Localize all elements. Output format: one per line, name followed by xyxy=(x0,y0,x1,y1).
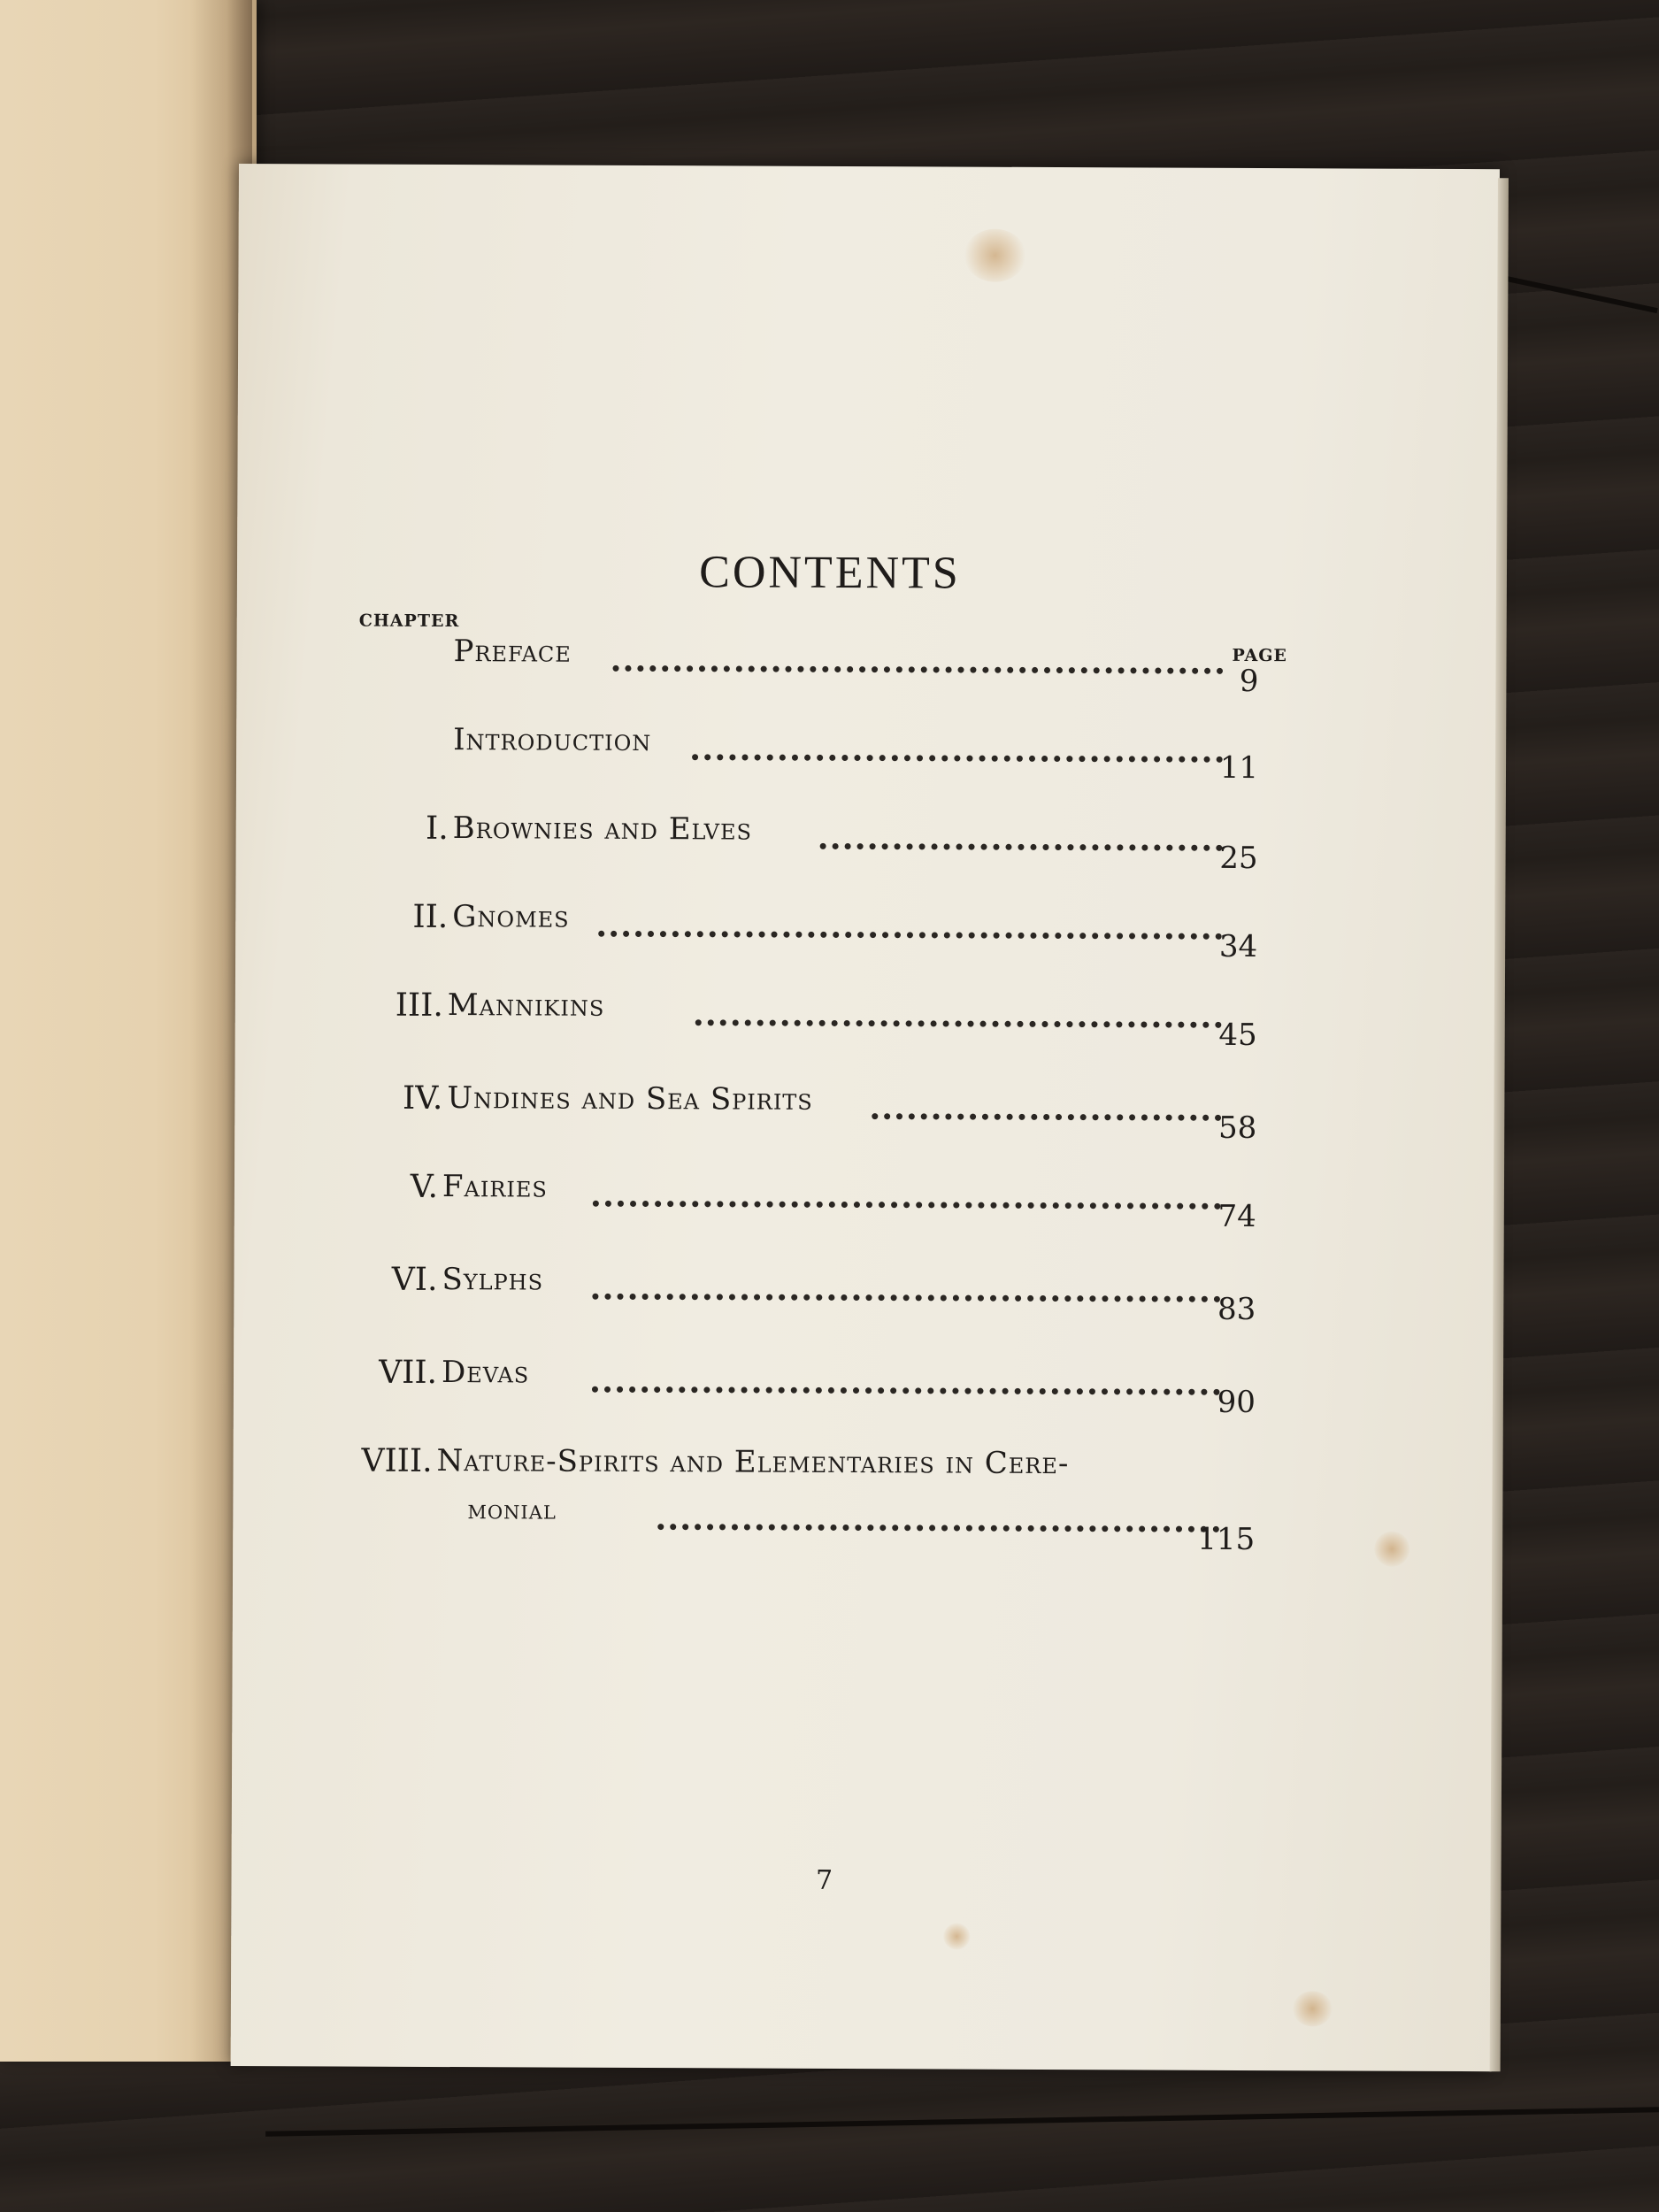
dot-leader xyxy=(592,1378,1220,1395)
plank-seam xyxy=(1505,276,1657,313)
toc-entry-chapter-5 xyxy=(234,1168,1473,1235)
entry-title: Brownies and Elves xyxy=(452,810,753,848)
chapter-column-label: CHAPTER xyxy=(358,611,460,632)
chapter-numeral: I. xyxy=(425,810,449,848)
dot-leader xyxy=(872,1104,1221,1121)
chapter-numeral: VI. xyxy=(391,1261,438,1298)
entry-title: Undines and Sea Spirits xyxy=(447,1080,813,1118)
dot-leader xyxy=(820,834,1223,851)
page-folio: 7 xyxy=(815,1864,833,1896)
toc-entry-preface xyxy=(236,633,1475,700)
dot-leader xyxy=(598,922,1222,940)
entry-title: Sylphs xyxy=(442,1262,544,1298)
entry-page: 11 xyxy=(1219,749,1259,787)
entry-page: 45 xyxy=(1218,1017,1257,1054)
entry-title: Devas xyxy=(441,1355,530,1391)
toc-entry-chapter-1 xyxy=(236,810,1475,877)
entry-page: 9 xyxy=(1239,663,1259,700)
toc-entry-chapter-8 xyxy=(233,1442,1472,1558)
toc-entry-chapter-7 xyxy=(234,1354,1472,1421)
entry-page: 25 xyxy=(1219,840,1258,877)
dot-leader xyxy=(613,657,1224,674)
toc-entry-chapter-3 xyxy=(235,987,1474,1054)
plank-seam xyxy=(265,2107,1659,2136)
contents-page xyxy=(231,164,1500,2071)
entry-title: Fairies xyxy=(442,1169,548,1205)
chapter-numeral: IV. xyxy=(402,1079,443,1118)
page-column-label: PAGE xyxy=(1232,645,1287,666)
entry-title: Gnomes xyxy=(452,899,570,935)
contents-body xyxy=(231,164,1500,2071)
dot-leader xyxy=(657,1515,1219,1532)
dot-leader xyxy=(592,1285,1220,1302)
contents-title: CONTENTS xyxy=(699,547,961,599)
left-facing-page xyxy=(0,0,257,2062)
entry-page: 90 xyxy=(1217,1384,1256,1421)
dot-leader xyxy=(593,1192,1221,1210)
chapter-numeral: II. xyxy=(412,898,449,936)
entry-title: Preface xyxy=(453,634,572,670)
entry-title: Mannikins xyxy=(447,987,605,1024)
toc-entry-chapter-4 xyxy=(234,1079,1473,1147)
entry-title: Introduction xyxy=(453,722,652,759)
entry-page: 83 xyxy=(1217,1291,1256,1328)
chapter-numeral: VII. xyxy=(379,1354,438,1391)
entry-page: 115 xyxy=(1197,1521,1256,1558)
dot-leader xyxy=(692,745,1223,763)
dot-leader xyxy=(695,1010,1222,1028)
entry-title-continuation: monial xyxy=(467,1494,557,1526)
toc-entry-introduction xyxy=(236,721,1475,787)
entry-page: 74 xyxy=(1217,1198,1256,1235)
toc-entry-chapter-6 xyxy=(234,1261,1472,1328)
entry-page: 58 xyxy=(1217,1110,1257,1147)
chapter-numeral: VIII. xyxy=(361,1442,433,1479)
entry-page: 34 xyxy=(1218,928,1258,965)
chapter-numeral: III. xyxy=(395,987,443,1025)
toc-entry-chapter-2 xyxy=(235,898,1474,965)
entry-title: Nature-Spirits and Elementaries in Cere- xyxy=(436,1442,1070,1482)
chapter-numeral: V. xyxy=(410,1168,439,1205)
